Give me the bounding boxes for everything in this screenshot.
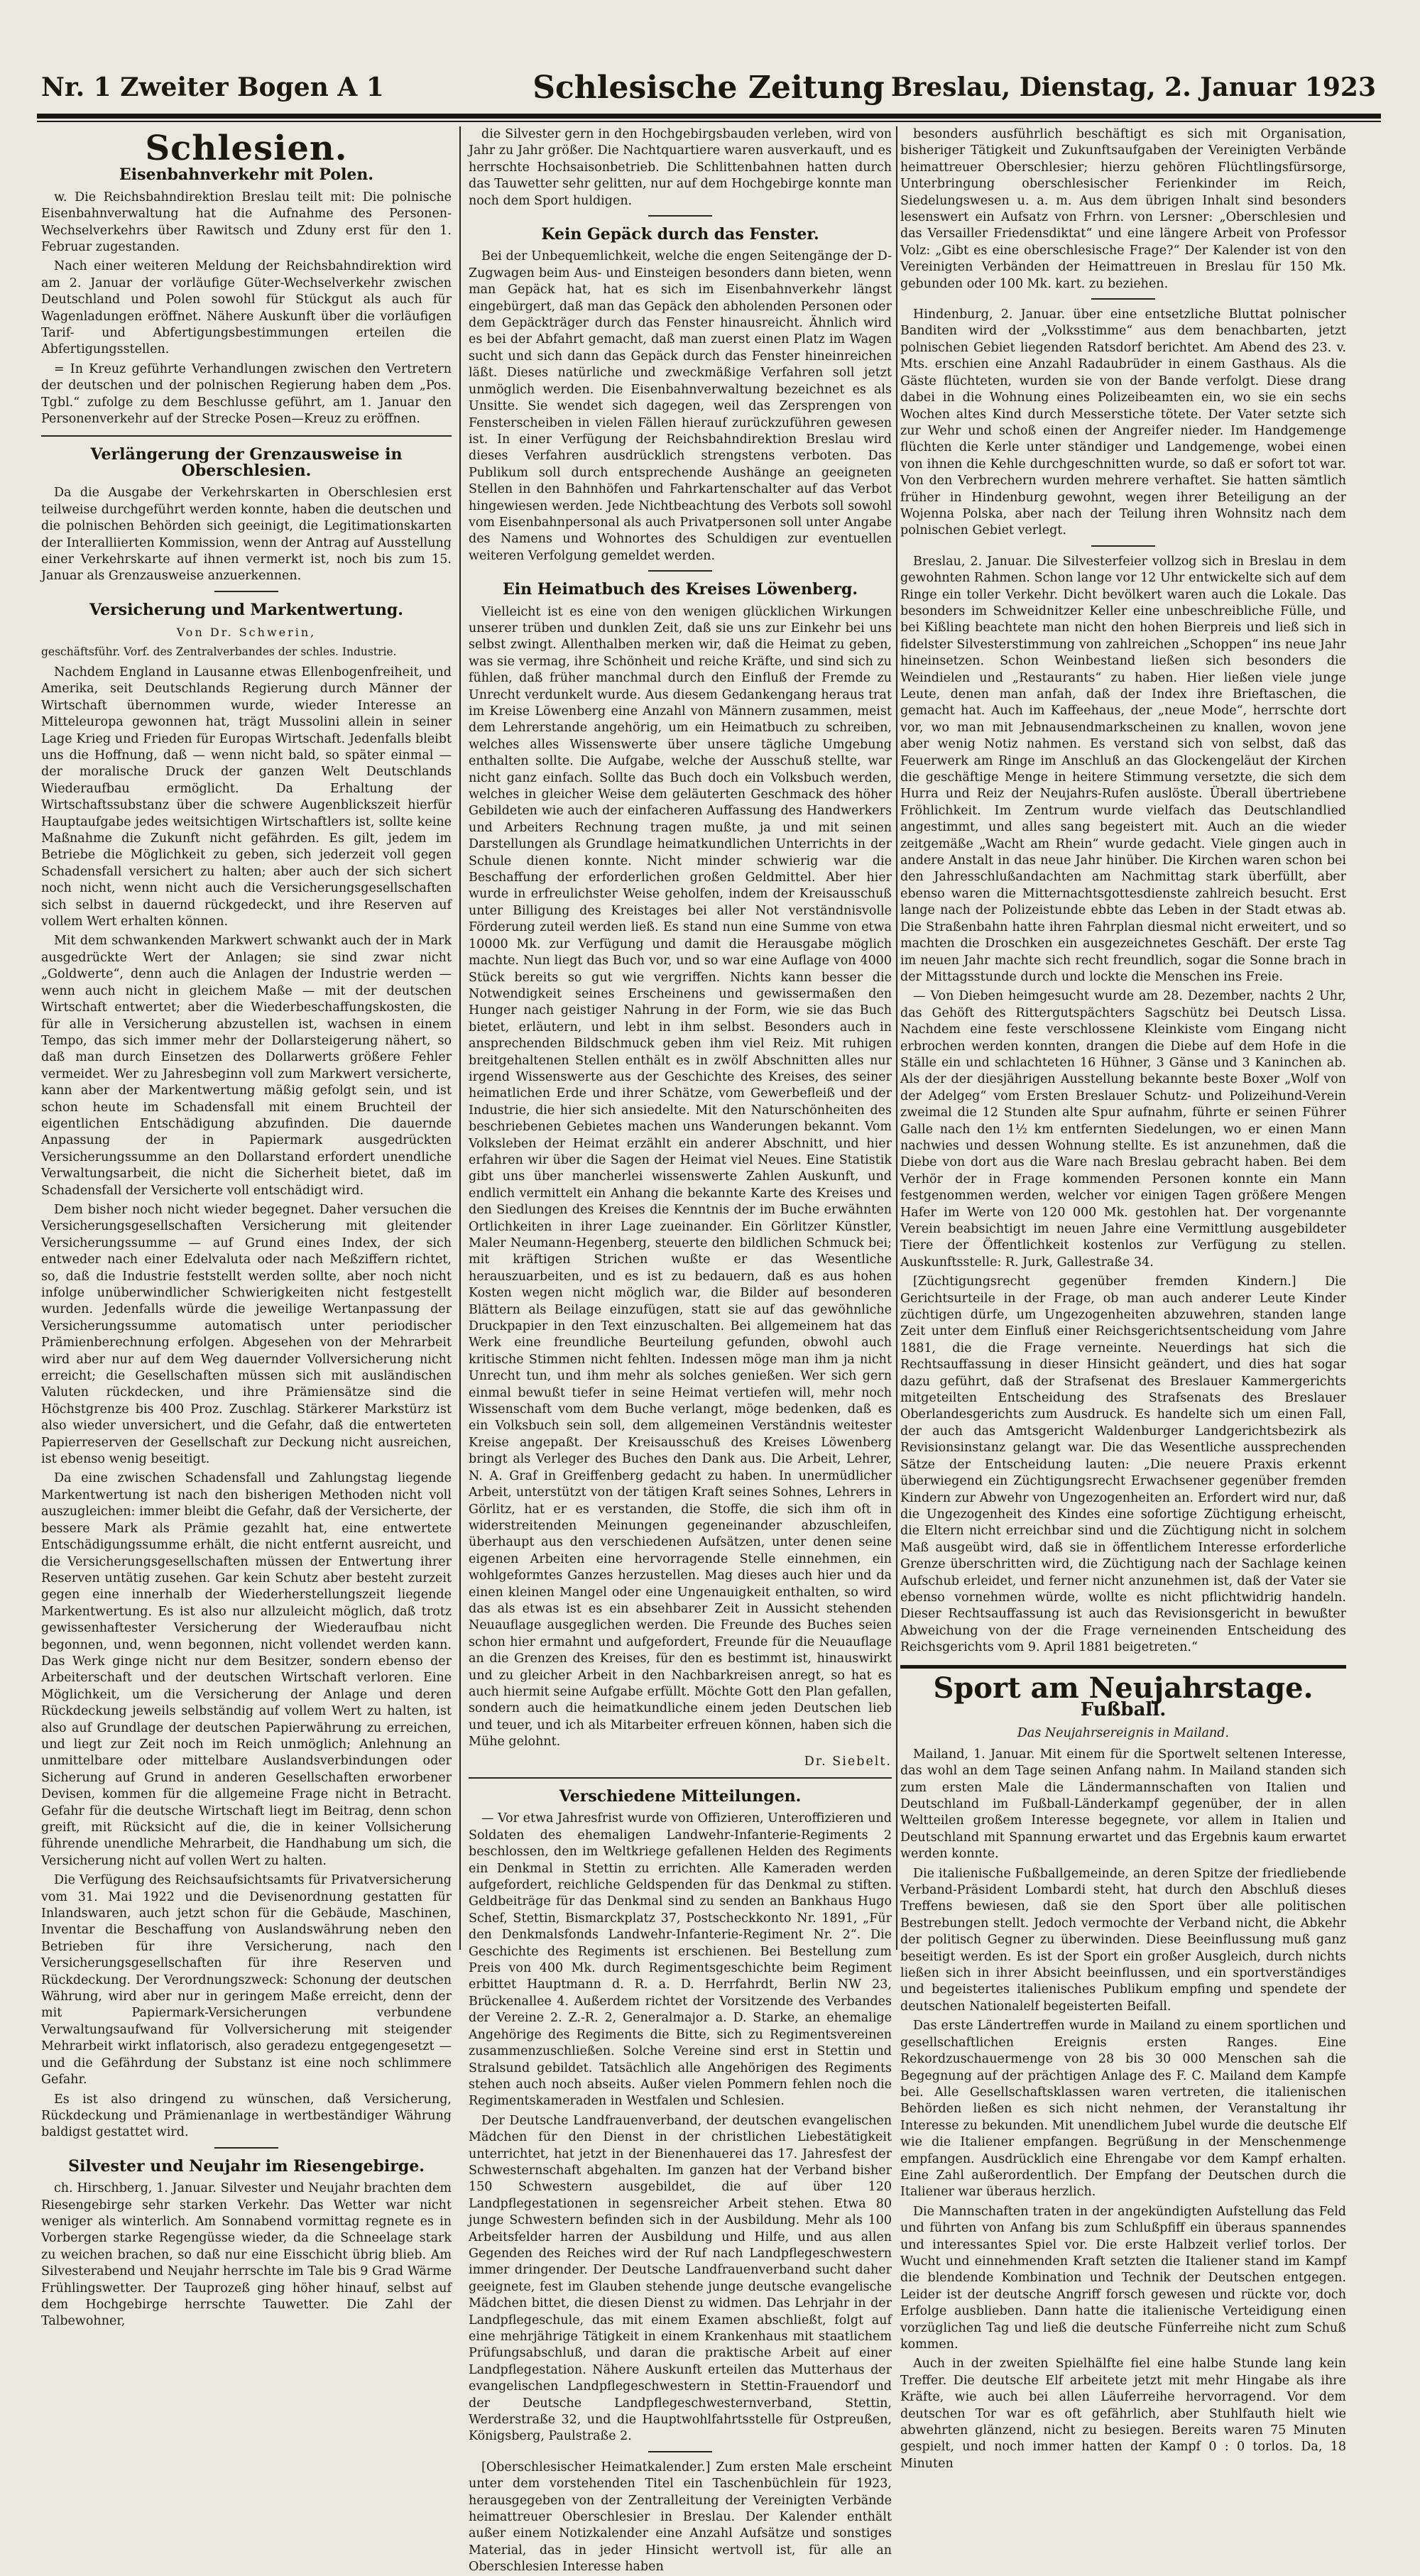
article-kicker: Das Neujahrsereignis in Mailand.	[1017, 1726, 1230, 1741]
column-divider	[896, 126, 897, 1950]
column-1	[41, 126, 452, 2329]
article-divider	[648, 215, 712, 217]
article-paragraph: Dem bisher noch nicht wieder begegnet. Daher versuchen die Versicherungsgesellschaften Versicherung mit gleitender Versicherungssumme — auf Grund eines Index, der sich entweder nach einer Edelvaluta oder nach Meßziffern richtet, so, daß die Industrie feststellt werden sollte, aber noch nicht infolge unüberwindlicher Schwierigkeiten nicht festgestellt wurden. Jedenfalls würde die jeweilige Wertanpassung der Versicherungssumme automatisch unter periodischer Prämienberechnung erfolgen. Abgesehen von der Mehrarbeit wird aber nur auf dem Weg dauernder Vollversicherung nicht erreicht; die Gesellschaften müssen sich mit ausländischen Valuten rückdecken, und ihre Prämiensätze sind die Höchstgrenze bis 400 Proz. Zuschlag. Stärkerer Markstürz ist also wieder unversichert, und die Gefahr, daß die entwerteten Papierreserven der Gesellschaft zur Deckung nicht ausreichen, ist ebenso wenig beseitigt.	[41, 1202, 452, 1467]
article-paragraph: Es ist also dringend zu wünschen, daß Versicherung, Rückdeckung und Prämienanlage in wertbeständiger Währung baldigst gestattet wird.	[41, 2092, 452, 2140]
section-divider	[900, 1665, 1346, 1669]
article-paragraph: die Silvester gern in den Hochgebirgsbauden verleben, wird von Jahr zu Jahr größer. Die Nachtquartiere waren ausverkauft, und es herrschte Hochsaisonbetrieb. Die Schlittenbahnen hatten durch das Tauwetter sehr gelitten, nur auf dem Hochgebirge konnte man noch dem Sport huldigen.	[469, 127, 892, 208]
article-paragraph: Nachdem England in Lausanne etwas Ellenbogenfreiheit, und Amerika, seit Deutschlands Regierung durch Männer der Wirtschaft übernommen wurde, wieder Interesse an Mitteleuropa gewonnen hat, trägt Mussolini allein in seiner Lage Krieg und Frieden für Europas Wirtschaft. Jedenfalls bleibt uns die Hoffnung, daß — wenn nicht bald, so später einmal — der moralische Druck der ganzen Welt Deutschlands Wiederaufbau ermöglicht. Da Erhaltung der Wirtschaftssubstanz über die schwere Augenblickszeit hierfür Hauptaufgabe jedes weitsichtigen Wirtschaftlers ist, sollte keine Maßnahme die Zukunft nicht gefährden. Es gilt, jedem im Betriebe die Möglichkeit zu geben, sich jederzeit voll gegen Schadensfall versichert zu halten; aber auch der sich sichert noch nicht, wenn nicht auch die Versicherungsgesellschaften sich selbst in dauernd rückgedeckt, und ihre Reserven auf vollem Wert erhalten können.	[41, 665, 452, 929]
column-2	[469, 126, 892, 2575]
article-paragraph: ch. Hirschberg, 1. Januar. Silvester und Neujahr brachten dem Riesengebirge sehr starken Verkehr. Das Wetter war nicht weniger als winterlich. Am Sonnabend vormittag regnete es in Vorbergen starke Regengüsse wieder, da die Schneelage stark zu weichen brachen, so daß nur eine Eisschicht übrig blieb. Am Silvesterabend und Neujahr herrschte im Tale bis 9 Grad Wärme Frühlingswetter. Der Tauprozeß ging höher hinauf, selbst auf dem Hochgebirge herrschte Tauwetter. Die Zahl der Talbewohner,	[41, 2181, 452, 2329]
article-headline: Ein Heimatbuch des Kreises Löwenberg.	[502, 580, 858, 599]
article-paragraph: — Von Dieben heimgesucht wurde am 28. Dezember, nachts 2 Uhr, das Gehöft des Rittergutspächters Sagschütz bei Deutsch Lissa. Nachdem eine feste verschlossene Kleinkiste vom Eingang nicht erbrochen werden konnten, drangen die Diebe auf dem Hofe in die Ställe ein und schlachteten 16 Hühner, 3 Gänse und 3 Kaninchen ab. Als der der diesjährigen Ausstellung bekannte beste Boxer „Wolf von der Adelgeg“ vom Ersten Breslauer Schutz- und Polizeihund-Verein zweimal die 12 Stunden alte Spur aufnahm, führte er seinen Führer Galle nach den 1½ km entfernten Siedelungen, wo er einen Mann nachwies und dessen Wohnung stellte. Es ist anzunehmen, daß die Diebe von dort aus die Ware nach Breslau gebracht haben. Bei dem Verhör der in Frage kommenden Personen konnte ein Mann festgenommen werden, welcher vor einigen Tagen größere Mengen Hafer im Werte von 120 000 Mk. gestohlen hat. Der vorgenannte Verein beabsichtigt im neuen Jahre eine Vermittlung ausgebildeter Tiere der Öffentlichkeit kostenlos zur Verfügung zu stellen. Auskunftsstelle: R. Jurk, Gallestraße 34.	[900, 989, 1346, 1270]
author-affiliation: geschäftsführ. Vorf. des Zentralverbandes der schles. Industrie.	[41, 645, 397, 658]
article-headline: Verschiedene Mitteilungen.	[559, 1787, 802, 1806]
article-divider	[1091, 298, 1155, 300]
sport-subtitle: Fußball.	[1080, 1698, 1167, 1720]
byline: Von Dr. Schwerin,	[176, 626, 317, 640]
article-paragraph: Vielleicht ist es eine von den wenigen glücklichen Wirkungen unserer trüben und dunklen Zeit, daß sie uns zur Einkehr bei uns selbst zwingt. Allenthalben merken wir, daß die Heimat zu geben, was sie vermag, ihre Schönheit und reiche Kräfte, und sind sich zu fühlen, daß früher manchmal durch den Einfluß der Fremde zu Unrecht verdunkelt wurde. Aus diesem Gedankengang heraus trat im Kreise Löwenberg eine Anzahl von Männern zusammen, meist dem Lehrerstande angehörig, um ein Heimatbuch zu schreiben, welches alles Wissenswerte über unsere tägliche Umgebung enthalten sollte. Die Aufgabe, welche der Ausschuß stellte, war nicht ganz einfach. Sollte das Buch doch ein Volksbuch werden, welches in gleicher Weise dem geläuterten Geschmack des höher Gebildeten wie auch der einfacheren Auffassung des Handwerkers und Arbeiters Rechnung tragen mußte, ja und mit seinen Darstellungen als Grundlage heimatkundlichen Unterrichts in der Schule dienen konnte. Nicht minder schwierig war die Beschaffung der erforderlichen großen Geldmittel. Aber hier wurde in erfreulichster Weise geholfen, indem der Kreisausschuß unter Billigung des Kreistages bei aller Not verständnisvolle Förderung zuteil werden ließ. Es stand nun eine Summe von etwa 10000 Mk. zur Verfügung und damit die Herausgabe möglich machte. Nun liegt das Buch vor, und so war eine Auflage von 4000 Stück bereits so gut wie vergriffen. Nichts kann besser die Notwendigkeit seines Erscheinens und gewissermaßen den Hunger nach geistiger Nahrung in der Form, wie sie das Buch bietet, erläutern, und lebt in ihm selbst. Besonders auch in ansprechenden Bildschmuck geben ihm viel Reiz. Mit ruhigen breitgehaltenen Stellen enthält es in zwölf Abschnitten alles nur irgend Wissenswerte aus der Geschichte des Kreises, des seiner heimatlichen Erde und ihrer Schätze, vom Gewerbefleiß und der Industrie, die hier sich ansiedelte. Mit den Naturschönheiten des beschriebenen Gebietes machen uns Wanderungen bekannt. Vom Volksleben der Heimat erzählt ein anderer Abschnitt, und hier erfahren wir über die Sagen der Heimat viel Neues. Eine Statistik gibt uns über mancherlei wissenswerte Zahlen Auskunft, und endlich vermittelt ein Anhang die bekannte Karte des Kreises und den Siedlungen des Kreises die Kenntnis der im Buche erwähnten Ortlichkeiten in ihrer Lage zueinander. Ein Görlitzer Künstler, Maler Neumann-Hegenberg, steuerte den bildlichen Schmuck bei; mit kräftigen Strichen wußte er das Wesentliche herauszuarbeiten, und es ist zu bedauern, daß es aus hohen Kosten wegen nicht möglich war, die Bilder auf besonderen Blättern als Beilage einzufügen, statt sie auf das gewöhnliche Druckpapier in den Text einzuschalten. Bei allgemeinem hat das Werk eine freundliche Beurteilung gefunden, obwohl auch kritische Stimmen nicht fehlten. Indessen möge man ihm ja nicht Unrecht tun, und ihm mehr als solches genießen. Wer sich gern einmal bewußt tiefer in seine Heimat vertiefen will, mehr noch Wissenschaft vom dem Buche verlangt, möge bedenken, daß es ein Volksbuch sein soll, dem allgemeinen Verständnis weitester Kreise angepaßt. Der Kreisausschuß des Kreises Löwenberg bringt als Verleger des Buches den Dank aus. Die Arbeit, Lehrer, N. A. Graf in Greiffenberg gedacht zu haben. In unermüdlicher Arbeit, unterstützt von der tätigen Kraft seines Sohnes, Lehrers in Görlitz, hat er es verstanden, die Stoffe, die sich ihm oft in widerstreitenden Meinungen gegeneinander abzuschleifen, überhaupt aus den verschiedenen Aufsätzen, unter denen seine eigenen Arbeiten eine hervorragende Stelle einnehmen, ein wohlgeformtes Ganzes herzustellen. Mag dieses auch hier und da einen kleinen Mangel oder eine Ungenauigkeit enthalten, so wird das als etwas ist es ein absehbarer Zeit in Aussicht stehenden Neuauflage ausgeglichen werden. Die Freunde des Buches seien schon hier ermahnt und aufgefordert, Freunde für die Neuauflage an die Grenzen des Kreises, für den es bestimmt ist, hinauswirkt und zu gleicher Arbeit in den Nachbarkreisen anregt, so hat es auch hiermit seine Aufgabe erfüllt. Möchte Gott den Plan gefallen, sondern auch die heimatkundliche einem jeden Deutschen lieb und teuer, und ich als Mitarbeiter erfreuen können, haben sich die Mühe gelohnt.	[469, 604, 892, 1750]
article-paragraph: Hindenburg, 2. Januar. über eine entsetzliche Bluttat polnischer Banditen wird der „Volksstimme“ aus dem benachbarten, jetzt polnischen Gebiet liegenden Ratsdorf berichtet. Am Abend des 23. v. Mts. erschien eine Anzahl Radaubrüder in einem Gasthaus. Als die Gäste flüchteten, wurden sie von der Bande verfolgt. Diese drang dabei in die Wohnung eines Polizeibeamten ein, wo sie ein sechs Wochen altes Kind durch Messerstiche tötete. Der Vater setzte sich zur Wehr und schoß einen der Angreifer nieder. Im Handgemenge flüchten die Kerle unter ständiger und Landgemenge, wobei einen von ihnen die Kehle durchgeschnitten wurde, so daß er sofort tot war. Von den Verbrechern wurden mehrere verhaftet. Sie hatten sämtlich früher in Hindenburg gewohnt, wegen ihrer Beteiligung an der Wojenna Polska, aber nach der Teilung ihren Wohnsitz nach dem polnischen Gebiet verlegt.	[900, 307, 1346, 538]
article-divider	[648, 570, 712, 572]
column-3	[900, 126, 1346, 2471]
article-divider	[648, 2451, 712, 2452]
article-paragraph: Mit dem schwankenden Markwert schwankt auch der in Mark ausgedrückte Wert der Anlagen; sie sind zwar nicht „Goldwerte“, denn auch die Anlagen der Industrie werden — wenn auch nicht in gleichem Maße — mit der deutschen Wirtschaft entwertet; aber die Wiederbeschaffungskosten, die für alle in Versicherung abzustellen ist, wachsen in einem Tempo, das sich immer mehr der Dollarsteigerung nähert, so daß man durch Einsetzen des Dollarwerts größere Fehler vermeidet. Wer zu Jahresbeginn voll zum Markwert versicherte, kann aber der Markentwertung mäßig gefolgt sein, und ist schon heute im Schadensfall mit einem Bruchteil der eigentlichen Entschädigung abzufinden. Die dauernde Anpassung der in Papiermark ausgedrückten Versicherungssumme an den Dollarstand erfordert unendliche Verwaltungsarbeit, die nicht die Sicherheit bietet, daß im Schadensfall der Versicherte voll entschädigt wird.	[41, 934, 452, 1198]
article-headline: Kein Gepäck durch das Fenster.	[541, 225, 819, 244]
masthead-rule-thin	[37, 121, 1381, 122]
article-paragraph: — Vor etwa Jahresfrist wurde von Offizieren, Unteroffizieren und Soldaten des ehemaligen Landwehr-Infanterie-Regiments 2 beschlossen, den im Weltkriege gefallenen Helden des Regiments ein Denkmal in Stettin zu errichten. Alle Kameraden werden aufgefordert, reichliche Geldspenden für das Denkmal zu stiften. Geldbeiträge für das Denkmal sind zu senden an Bankhaus Hugo Schef, Stettin, Bismarckplatz 37, Postscheckkonto Nr. 1891, „Für den Denkmalsfonds Landwehr-Infanterie-Regiment Nr. 2“. Die Geschichte des Regiments ist erschienen. Bei Bestellung zum Preis von 400 Mk. durch Regimentsgeschichte beim Regiment erbittet Hauptmann d. R. a. D. Herrfahrdt, Berlin NW 23, Brückenallee 4. Außerdem richtet der Vorsitzende des Verbandes der Vereine 2. Z.-R. 2, Generalmajor a. D. Starke, an ehemalige Angehörige des Regiments die Bitte, sich zu Regimentsvereinen zusammenzuschließen. Solche Vereine sind erst in Stettin und Stralsund gebildet. Tatsächlich alle Angehörigen des Regiments stehen auch noch abseits. Außer vielen Pommern fehlen noch die Regimentskameraden in Westfalen und Schlesien.	[469, 1811, 892, 2109]
masthead-rule	[37, 114, 1381, 119]
article-divider	[469, 1777, 892, 1779]
article-paragraph: Die Mannschaften traten in der angekündigten Aufstellung das Feld und führten von Anfang bis zum Schlußpfiff ein überaus spannendes und interessantes Spiel vor. Die erste Halbzeit verlief torlos. Der Wucht und einnehmenden Kraft setzten die Italiener stand im Kampf die blendende Kombination und Technik der Deutschen entgegen. Leider ist der deutsche Angriff forsch gewesen und rückte vor, doch Erfolge ausblieben. Dann hatte die italienische Verteidigung einen vorzüglichen Tag und ließ die deutsche Fünferreihe nicht zum Schuß kommen.	[900, 2204, 1346, 2352]
article-divider	[1091, 545, 1155, 547]
column-divider	[459, 126, 461, 1950]
article-headline: Verlängerung der Grenzausweise in Oberschlesien.	[90, 444, 403, 480]
sport-section-title: Sport am Neujahrstage.	[933, 1671, 1314, 1705]
article-paragraph: Der Deutsche Landfrauenverband, der deutschen evangelischen Mädchen für den Dienst in der christlichen Liebestätigkeit unterrichtet, hat jetzt in der Bienenhauerei das 17. Jahresfest der Schwesternschaft abgehalten. Im ganzen hat der Verband bisher 150 Schwestern ausgebildet, die auf über 120 Landpflegestationen in segensreicher Arbeit stehen. Etwa 80 junge Schwestern befinden sich in der Ausbildung. Mehr als 100 Arbeitsfelder harren der Ausbildung und Hilfe, und aus allen Gegenden des Reiches wird der Ruf nach Landpflegeschwestern immer dringender. Der Deutsche Landfrauenverband sucht daher geeignete, fest im Glauben stehende junge deutsche evangelische Mädchen bittet, die diesen Dienst zu widmen. Das Lehrjahr in der Landpflegeschule, das mit einem Examen abschließt, folgt auf eine mehrjährige Tätigkeit in einem Krankenhaus mit staatlichem Prüfungsabschluß, und daran die praktische Arbeit auf einer Landpflegestation. Nähere Auskunft erteilen das Mutterhaus der evangelischen Landpflegeschwestern in Stettin-Frauendorf und der Deutsche Landpflegeschwesternverband, Stettin, Werderstraße 32, und die Hauptwohlfahrtsstelle für Ostpreußen, Königsberg, Paulstraße 2.	[469, 2113, 892, 2444]
article-paragraph: = In Kreuz geführte Verhandlungen zwischen den Vertretern der deutschen und der polnischen Regierung haben dem „Pos. Tgbl.“ zufolge zu dem Beschlusse geführt, am 1. Januar den Personenverkehr auf der Strecke Posen—Kreuz zu eröffnen.	[41, 361, 452, 427]
article-headline: Versicherung und Markentwertung.	[89, 600, 403, 619]
masthead	[41, 68, 1376, 114]
article-paragraph: Da eine zwischen Schadensfall und Zahlungstag liegende Markentwertung ist nach den bisherigen Methoden nicht voll auszugleichen: immer bleibt die Gefahr, daß der Versicherte, der bessere Mark als Prämie gezahlt hat, eine entwertete Entschädigungssumme erhält, die nicht entfernt ausreicht, und die Versicherungsgesellschaften müssen der Entwertung ihrer Reserven untätig zusehen. Gar kein Schutz aber besteht zurzeit gegen eine innerhalb der Wiederherstellungszeit liegende Markentwertung. Es ist also nur allzuleicht möglich, daß trotz gewissenhaftester Versicherung der Wiederaufbau nicht begonnen, und, wenn begonnen, nicht vollendet werden kann. Das Werk ginge nicht nur dem Besitzer, sondern ebenso der Arbeiterschaft und der deutschen Wirtschaft verloren. Eine Möglichkeit, um die Versicherung der Anlage und deren Rückdeckung jeweils selbständig auf vollem Wert zu halten, ist also auf Grundlage der deutschen Papierwährung zu erreichen, und liegt zur Zeit noch im Reich unmöglich; Anlehnung an unmittelbare oder mittelbare Auslandsverbindungen oder Sicherung auf Grund in anderen Gesellschaften erworbener Devisen, kommen für die allgemeine Frage nicht in Betracht. Gefahr für die deutsche Wirtschaft liegt im Beitrag, denn schon greift, mit Rücksicht auf die, die in keiner Vollsicherung führende unendliche Mehrarbeit, die Handhabung um sich, die Versicherung nicht auf vollen Wert zu halten.	[41, 1471, 452, 1868]
article-paragraph: Nach einer weiteren Meldung der Reichsbahndirektion wird am 2. Januar der vorläufige Güter-Wechselverkehr zwischen Deutschland und Polen sowohl für Stückgut als auch für Wagenladungen eröffnet. Nähere Auskunft über die vorläufigen Tarif- und Abfertigungsbestimmungen erteilen die Abfertigungsstellen.	[41, 259, 452, 357]
article-paragraph: [Oberschlesischer Heimatkalender.] Zum ersten Male erscheint unter dem vorstehenden Titel ein Taschenbüchlein für 1923, herausgegeben von der Zentralleitung der Vereinigten Verbände heimattreuer Oberschlesier in Breslau. Der Kalender enthält außer einem Notizkalender eine Anzahl Aufsätze und sonstiges Material, das in jeder Hinsicht wertvoll ist, für alle an Oberschlesien Interesse haben	[469, 2460, 892, 2575]
article-signature: Dr. Siebelt.	[804, 1754, 892, 1769]
article-paragraph: Mailand, 1. Januar. Mit einem für die Sportwelt seltenen Interesse, das wohl an dem Tage seinen Anfang nahm. In Mailand standen sich zum ersten Male die Ländermannschaften von Italien und Deutschland im Fußball-Länderkampf gegenüber, der in allen Weltteilen großem Interesse begegnete, vor allem in Italien und Deutschland mit Spannung erwartet und das Ergebnis kaum erwartet werden konnte.	[900, 1747, 1346, 1862]
article-paragraph: w. Die Reichsbahndirektion Breslau teilt mit: Die polnische Eisenbahnverwaltung hat die Aufnahme des Personen-Wechselverkehrs über Rawitsch und Zduny erst für den 1. Februar zugestanden.	[41, 190, 452, 255]
article-divider	[214, 591, 278, 592]
issue-number: Nr. 1 Zweiter Bogen A 1	[41, 72, 384, 102]
article-headline: Silvester und Neujahr im Riesengebirge.	[68, 2156, 425, 2176]
article-divider	[41, 435, 452, 437]
article-headline: Eisenbahnverkehr mit Polen.	[119, 165, 374, 185]
newspaper-title: Schlesische Zeitung	[532, 70, 885, 106]
article-paragraph: Da die Ausgabe der Verkehrskarten in Oberschlesien erst teilweise durchgeführt werden konnte, haben die deutschen und die polnischen Behörden sich geeinigt, die Legitimationskarten der Interalliierten Kommission, wenn der Antrag auf Ausstellung einer Verkehrskarte auf ihnen vermerkt ist, noch bis zum 15. Januar als Grenzausweise anzuerkennen.	[41, 486, 452, 584]
dateline: Breslau, Dienstag, 2. Januar 1923	[890, 72, 1376, 102]
article-paragraph: besonders ausführlich beschäftigt es sich mit Organisation, bisheriger Tätigkeit und Zukunftsaufgaben der Vereinigten Verbände heimattreuer Oberschlesier; hierzu gehören Flüchtlingsfürsorge, Unterbringung oberschlesischer Ferienkinder im Reich, Siedelungswesen u. a. m. Aus dem übrigen Inhalt sind besonders lesenswert ein Aufsatz von Frhrn. von Lersner: „Oberschlesien und das Versailler Friedensdiktat“ und eine längere Arbeit von Professor Volz: „Gibt es eine oberschlesische Frage?“ Der Kalender ist von den Vereinigten Verbänden der Heimattreuen in Breslau für 150 Mk. gebunden oder 100 Mk. kart. zu beziehen.	[900, 127, 1346, 291]
article-paragraph: [Züchtigungsrecht gegenüber fremden Kindern.] Die Gerichtsurteile in der Frage, ob man auch anderer Leute Kinder züchtigen dürfe, um Ungezogenheiten abzuwehren, standen lange Zeit unter dem Einfluß einer Reichsgerichtsentscheidung vom Jahre 1881, die die Frage verneinte. Neuerdings hat sich die Rechtsauffassung in dieser Hinsicht geändert, und dies hat sogar dazu geführt, daß der Strafsenat des Breslauer Kammergerichts mitgeteilten Entscheidung des Strafsenats des Breslauer Oberlandesgerichts zum Ausdruck. Es handelte sich um einen Fall, der auch das Amtsgericht Waldenburger Landgerichtsbezirk als Revisionsinstanz gelangt war. Die das Wesentliche aussprechenden Sätze der Entscheidung lauten: „Die neuere Praxis erkennt überwiegend ein Züchtigungsrecht Erwachsener gegenüber fremden Kindern zur Abwehr von Ungezogenheiten an. Erfordert wird nur, daß die Ungezogenheit des Kindes eine sofortige Züchtigung erheischt, die Eltern nicht erreichbar sind und die Züchtigung nicht in solchem Maß ausgeübt wird, daß sie in öffentlichem Interesse erforderliche Grenze überschritten wird, die Züchtigung nach der Sachlage keinen Aufschub erleidet, und ferner nicht anzunehmen ist, daß der Vater sie ebenso vornehmen würde, wollte es nicht pflichtwidrig handeln. Dieser Rechtsauffassung ist auch das Revisionsgericht in bewußter Abweichung von der die Frage verneinenden Entscheidung des Reichsgerichts vom 9. April 1881 beigetreten.“	[900, 1275, 1346, 1655]
article-paragraph: Breslau, 2. Januar. Die Silvesterfeier vollzog sich in Breslau in dem gewohnten Rahmen. Schon lange vor 12 Uhr entwickelte sich auf dem Ringe ein toller Verkehr. Dicht bevölkert waren auch die Lokale. Das besonders im Schweidnitzer Keller eine unbeschreibliche Fülle, und bei Kißling beachtete man nicht den hohen Bierpreis und ließ sich in fidelster Silvesterstimmung von zahlreichen „Schoppen“ ins neue Jahr hineinsetzen. Schon Weinbestand ließen sich besonders die Weindielen und „Restaurants“ zu haben. Hier ließen viele junge Leute, denen man anfah, daß der Index ihre Brieftaschen, die gemacht hat. Auch im Kaffeehaus, der „neue Mode“, herrschte dort vor, wo man mit Jebnausendmarkscheinen zu knallen, wovon jene aber wenig Notiz nahmen. Es verstand sich von selbst, daß das Feuerwerk am Ringe im Anschluß an das Glockengeläut der Kirchen die geschäftige Menge in heitere Stimmung versetzte, die sich dem Hurra und Reiz der Neujahrs-Rufen auslöste. Überall übertriebene Fröhlichkeit. Im Zentrum wurde vielfach das Deutschlandlied angestimmt, und alles sang begeistert mit. Auch an die wieder zeitgemäße „Wacht am Rhein“ wurde gedacht. Viele gingen auch in andere Anstalt in das neue Jahr hinüber. Die Kirchen waren schon bei den Jahresschlußandachten am Nachmittag stark überfüllt, aber ebenso waren die Mitternachtsgottesdienste zahlreich besucht. Erst lange nach der Polizeistunde ebbte das Leben in der Stadt etwas ab. Die Straßenbahn hatte ihren Fahrplan diesmal nicht erweitert, und so machten die Droschken ein ausgezeichnetes Geschäft. Der erste Tag im neuen Jahr machte sich recht freundlich, sogar die Sonne brach in der Mittagsstunde durch und lockte die Menschen ins Freie.	[900, 554, 1346, 984]
article-paragraph: Die Verfügung des Reichsaufsichtsamts für Privatversicherung vom 31. Mai 1922 und die Devisenordnung gestatten für Inlandswaren, auch jetzt schon für die Gebäude, Maschinen, Inventar die Beschaffung von Auslandswährung neben den Betrieben für ihre Versicherung, nach den Versicherungsgesellschaften für ihre Reserven und Rückdeckung. Der Verordnungszweck: Schonung der deutschen Währung, wird aber nur in geringem Maße erreicht, denn der mit Papiermark-Versicherungen verbundene Verwaltungsaufwand für Vollversicherung mit steigender Mehrarbeit wirkt inflatorisch, also geradezu entgegengesetzt — und die Gefährdung der Substanz ist eine noch schlimmere Gefahr.	[41, 1873, 452, 2087]
section-title: Schlesien.	[145, 129, 348, 168]
article-paragraph: Die italienische Fußballgemeinde, an deren Spitze der friedliebende Verband-Präsident Lombardi steht, hat durch den Abschluß dieses Treffens bewiesen, daß sie den Sport über alle politischen Bestrebungen stellt. Jedoch vermochte der Verband nicht, die Abkehr der politisch Gegner zu überwinden. Diese Beeinflussung muß ganz beseitigt werden. Es ist der Sport ein großer Ausgleich, durch nichts ließen sich in ihrer Absicht beeinflussen, und ein sportverständiges und begeistertes italienisches Publikum empfing und spendete der deutschen Nationalelf begeisterten Beifall.	[900, 1866, 1346, 2014]
article-paragraph: Auch in der zweiten Spielhälfte fiel eine halbe Stunde lang kein Treffer. Die deutsche Elf arbeitete jetzt mit mehr Hingabe als ihre Kräfte, wie auch bei allen Läuferreihe hervorragend. Vor dem deutschen Tor war es oft gefährlich, aber Stuhlfauth hielt wie abwehrten glänzend, nicht zu besiegen. Bereits waren 75 Minuten gespielt, und noch immer hatten der Kampf 0 : 0 torlos. Da, 18 Minuten	[900, 2357, 1346, 2471]
article-paragraph: Das erste Ländertreffen wurde in Mailand zu einem sportlichen und gesellschaftlichen Ereignis ersten Ranges. Eine Rekordzuschauermenge von 28 bis 30 000 Menschen sah die Begegnung auf der prächtigen Anlage des F. C. Mailand dem Kampfe bei. Alle Gesellschaftsklassen waren vertreten, die italienischen Behörden ließen es sich nicht nehmen, der Veranstaltung ihr Interesse zu bekunden. Mit unendlichem Jubel wurde die deutsche Elf wie die Italiener empfangen. Begrüßung in der Menschenmenge empfangen. Ausdrücklich eine Ehrengabe vor dem Kampf erhalten. Eine Zahl außerordentlich. Der Empfang der Deutschen durch die Italiener war überaus herzlich.	[900, 2019, 1346, 2200]
article-divider	[214, 2147, 278, 2149]
article-paragraph: Bei der Unbequemlichkeit, welche die engen Seitengänge der D-Zugwagen beim Aus- und Einsteigen besonders dann bieten, wenn man Gepäck hat, hat es sich im Eisenbahnverkehr längst eingebürgert, daß man das Gepäck den abholenden Personen oder dem Gepäckträger durch das Fenster hinausreicht. Ähnlich wird es bei der Abfahrt gemacht, daß man zuerst einen Platz im Wagen sucht und sich dann das Gepäck durch das Fenster hineinreichen läßt. Dieses natürliche und zweckmäßige Verfahren soll jetzt unmöglich werden. Die Eisenbahnverwaltung bezeichnet es als Unsitte. Sie wendet sich dagegen, weil das Zersprengen von Fensterscheiben in vielen Fällen hierauf zurückzuführen gewesen ist. In einer Verfügung der Reichsbahndirektion Breslau wird dieses Verfahren ausdrücklich strengstens verboten. Das Publikum soll durch entsprechende Aushänge an geeigneten Stellen in den Bahnhöfen und Fahrkartenschalter auf das Verbot hingewiesen werden. Jede Nichtbeachtung des Verbots soll sowohl vom Eisenbahnpersonal als auch Privatpersonen soll unter Angabe des Namens und Wohnortes des Schuldigen zur eventuellen weiteren Verfolgung gemeldet werden.	[469, 249, 892, 563]
